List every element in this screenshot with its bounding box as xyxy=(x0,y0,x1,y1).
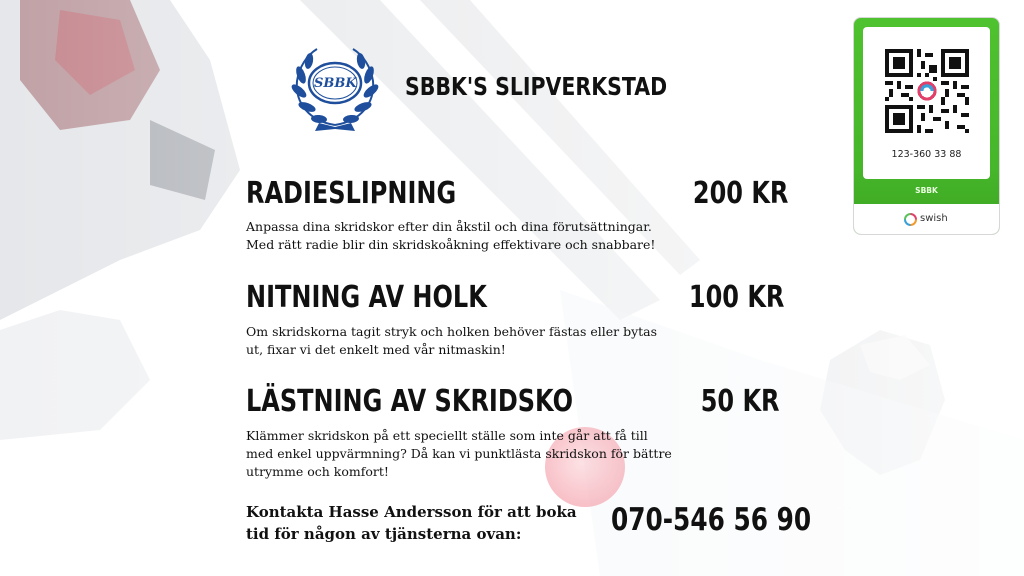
qr-code-icon[interactable] xyxy=(885,49,969,133)
service-title-radieslipning: RADIESLIPNING xyxy=(246,176,457,211)
service-price-nitning: 100 KR xyxy=(688,280,784,315)
contact-line: tid för någon av tjänsterna ovan: xyxy=(246,525,522,543)
service-desc-line: utrymme och komfort! xyxy=(246,464,389,479)
page-title: SBBK'S SLIPVERKSTAD xyxy=(405,72,668,101)
service-price-radieslipning: 200 KR xyxy=(692,176,788,211)
contact-phone[interactable]: 070-546 56 90 xyxy=(611,502,812,538)
swish-brand-text: swish xyxy=(920,213,948,224)
service-desc-line: Med rätt radie blir din skridskoåkning effektivare och snabbare! xyxy=(246,237,656,252)
service-desc-line: med enkel uppvärmning? Då kan vi punktlästa skridskon för bättre xyxy=(246,446,672,461)
logo-text: SBBK xyxy=(314,76,357,91)
swish-recipient-name: SBBK xyxy=(915,186,938,195)
swish-brand-bar xyxy=(854,204,999,234)
contact-line: Kontakta Hasse Andersson för att boka xyxy=(246,503,577,521)
service-desc-line: Om skridskorna tagit stryk och holken behöver fästas eller bytas xyxy=(246,324,658,339)
swish-logo-icon xyxy=(904,213,917,226)
swish-number: 123-360 33 88 xyxy=(891,149,962,160)
service-desc-line: ut, fixar vi det enkelt med vår nitmaskin! xyxy=(246,342,506,357)
swish-qr-panel xyxy=(863,27,990,179)
service-price-lastning: 50 KR xyxy=(701,384,780,419)
service-desc-line: Anpassa dina skridskor efter din åkstil och dina förutsättningar. xyxy=(246,219,652,234)
service-title-nitning: NITNING AV HOLK xyxy=(246,280,487,315)
service-title-lastning: LÄSTNING AV SKRIDSKO xyxy=(246,384,573,419)
swish-card xyxy=(853,17,1000,235)
service-desc-line: Klämmer skridskon på ett speciellt ställe som inte går att få till xyxy=(246,428,648,443)
